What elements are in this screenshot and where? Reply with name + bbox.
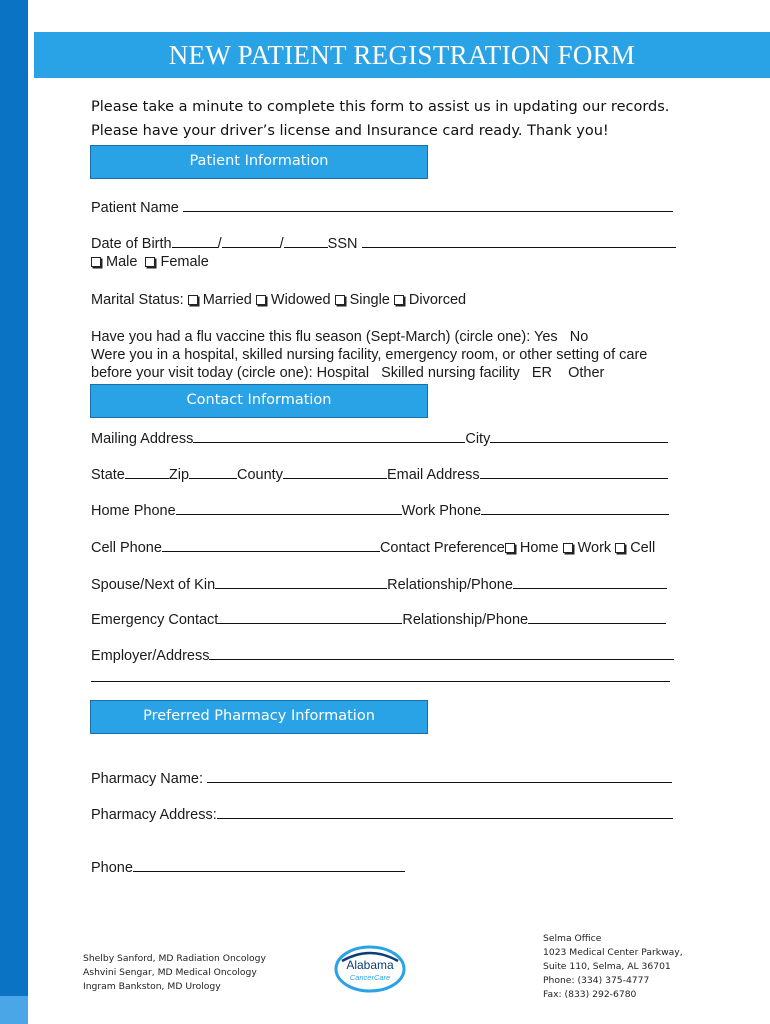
left-sidebar-bar [0,0,28,1024]
intro-text [91,95,669,143]
single-label: Single [349,292,390,308]
work-phone-field[interactable] [481,500,669,515]
footer-doctors [83,952,266,994]
married-checkbox[interactable] [188,295,198,305]
section-title: Preferred Pharmacy Information [143,708,375,724]
state-zip-county-email-row [91,464,668,484]
cell-phone-row [91,537,655,557]
office-line: Fax: (833) 292-6780 [543,989,637,1000]
hospital-question-line-1: Were you in a hospital, skilled nursing facility, emergency room, or other setting of care [91,347,648,363]
sidebar-divider [28,0,31,1024]
pref-work-label: Work [577,540,612,556]
marital-status-label: Marital Status: [91,292,184,308]
emergency-relationship-label: Relationship/Phone [402,612,529,628]
widowed-label: Widowed [270,292,331,308]
patient-name-label: Patient Name [91,200,179,216]
office-line: Selma Office [543,933,602,944]
zip-label: Zip [168,467,190,483]
pref-cell-checkbox[interactable] [615,543,625,553]
cell-phone-field[interactable] [162,537,380,552]
county-field[interactable] [283,464,387,479]
doctor-line: Shelby Sanford, MD Radiation Oncology [83,953,266,964]
pref-home-label: Home [519,540,559,556]
city-field[interactable] [490,428,668,443]
gender-row [91,253,209,271]
logo-text-2: CancerCare [349,973,391,982]
doctor-line: Ashvini Sengar, MD Medical Oncology [83,967,257,978]
employer-row [91,645,674,665]
patient-name-row [91,197,673,217]
form-header [34,32,770,78]
city-label: City [465,431,491,447]
marital-status-row [91,291,466,309]
spouse-relationship-label: Relationship/Phone [387,577,513,593]
section-patient-information [90,145,428,179]
dob-separator: / [279,236,284,252]
home-phone-label: Home Phone [91,503,176,519]
female-checkbox[interactable] [145,257,155,267]
pharmacy-phone-row [91,857,405,877]
dob-separator: / [217,236,222,252]
patient-name-field[interactable] [183,197,673,212]
home-work-phone-row [91,500,669,520]
employer-label: Employer/Address [91,648,210,664]
pref-home-checkbox[interactable] [505,543,515,553]
emergency-contact-field[interactable] [218,609,402,624]
flu-vaccine-question[interactable]: Have you had a flu vaccine this flu season (Sept-March) (circle one): Yes No [91,329,589,345]
section-title: Contact Information [186,392,332,408]
logo-text-1: Alabama [346,958,394,972]
married-label: Married [202,292,252,308]
dob-month-field[interactable] [172,233,218,248]
pharmacy-name-label: Pharmacy Name: [91,771,204,787]
dob-year-field[interactable] [284,233,328,248]
footer-office-info [543,932,683,1002]
male-checkbox[interactable] [91,257,101,267]
page-title: NEW PATIENT REGISTRATION FORM [168,40,636,70]
state-label: State [91,467,125,483]
ssn-label: SSN [327,236,358,252]
state-field[interactable] [125,464,169,479]
email-field[interactable] [480,464,668,479]
office-line: Suite 110, Selma, AL 36701 [543,961,671,972]
pharmacy-address-field[interactable] [217,804,673,819]
pref-cell-label: Cell [630,540,656,556]
single-checkbox[interactable] [335,295,345,305]
spouse-field[interactable] [215,574,387,589]
work-phone-label: Work Phone [401,503,482,519]
sidebar-bottom-block [0,996,28,1024]
spouse-row [91,574,667,594]
office-line: 1023 Medical Center Parkway, [543,947,683,958]
section-pharmacy-information [90,700,428,734]
emergency-relationship-field[interactable] [528,609,666,624]
dob-day-field[interactable] [222,233,280,248]
pharmacy-address-label: Pharmacy Address: [91,807,217,823]
section-contact-information [90,384,428,418]
county-label: County [237,467,283,483]
mailing-address-label: Mailing Address [91,431,194,447]
widowed-checkbox[interactable] [256,295,266,305]
pref-work-checkbox[interactable] [563,543,573,553]
mailing-address-field[interactable] [193,428,465,443]
emergency-contact-row [91,609,666,629]
email-label: Email Address [386,467,480,483]
divorced-checkbox[interactable] [394,295,404,305]
home-phone-field[interactable] [176,500,402,515]
employer-field[interactable] [209,645,674,660]
mailing-city-row [91,428,668,448]
pharmacy-name-row [91,768,672,788]
divorced-label: Divorced [408,292,467,308]
office-line: Phone: (334) 375-4777 [543,975,650,986]
employer-address-line-2[interactable] [91,681,670,682]
emergency-contact-label: Emergency Contact [91,612,219,628]
pharmacy-name-field[interactable] [207,768,672,783]
pharmacy-phone-field[interactable] [133,857,405,872]
female-label: Female [160,254,209,270]
alabama-cancercare-logo [334,943,406,993]
hospital-question-line-2[interactable]: before your visit today (circle one): Hospital Skilled nursing facility ER Other [91,365,605,381]
dob-ssn-row [91,233,676,253]
contact-preference-label: Contact Preference [379,540,505,556]
zip-field[interactable] [189,464,237,479]
cell-phone-label: Cell Phone [91,540,162,556]
ssn-field[interactable] [362,233,676,248]
spouse-label: Spouse/Next of Kin [91,577,216,593]
intro-line-1: Please take a minute to complete this form to assist us in updating our records. [91,99,670,115]
spouse-relationship-field[interactable] [513,574,667,589]
section-title: Patient Information [189,153,329,169]
pharmacy-phone-label: Phone [91,860,133,876]
male-label: Male [106,254,138,270]
dob-label: Date of Birth [91,236,172,252]
pharmacy-address-row [91,804,673,824]
intro-line-2: Please have your driver’s license and Insurance card ready. Thank you! [91,123,609,139]
doctor-line: Ingram Bankston, MD Urology [83,981,221,992]
